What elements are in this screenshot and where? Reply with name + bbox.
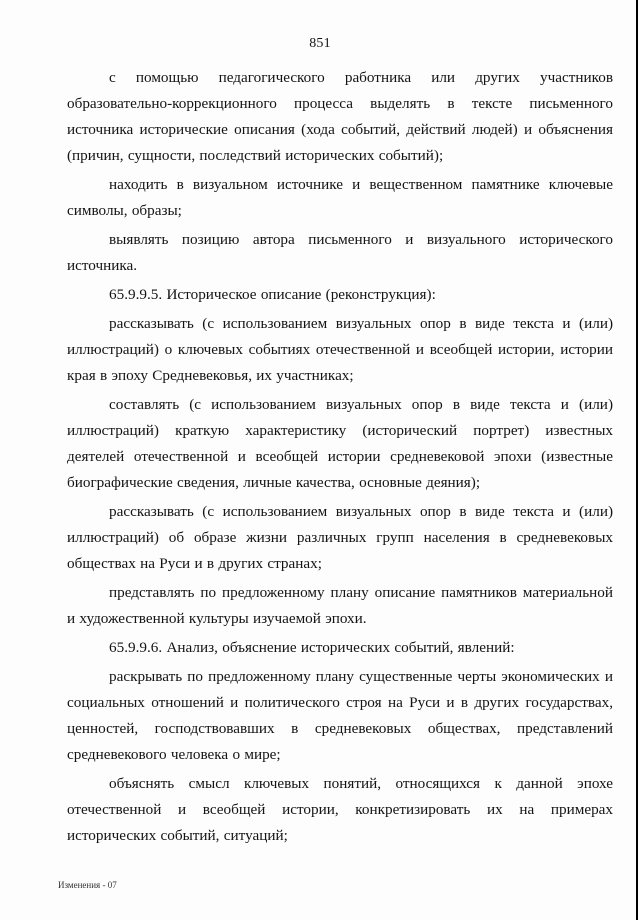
paragraph-7: рассказывать (с использованием визуальных опор в виде текста и (или) иллюстраций) об образе жизни различных групп населения в средневековых обществах на Руси и в других странах; — [67, 503, 613, 572]
page-number: 851 — [309, 36, 331, 51]
section-heading-65-9-9-5: 65.9.9.5. Историческое описание (реконструкция): — [109, 286, 436, 303]
section-heading-65-9-9-6: 65.9.9.6. Анализ, объяснение исторических событий, явлений: — [109, 639, 515, 656]
footer-revision-note: Изменения - 07 — [58, 880, 117, 890]
paragraph-11: объяснять смысл ключевых понятий, относящихся к данной эпохе отечественной и всеобщей истории, конкретизировать их на примерах исторических событий, ситуаций; — [67, 775, 613, 844]
paragraph-6: составлять (с использованием визуальных опор в виде текста и (или) иллюстраций) краткую характеристику (исторический портрет) известных деятелей отечественной и всеобщей истории средневековой эпохи (известные биографические сведения, личные качества, основные деяния); — [67, 396, 613, 491]
paragraph-2: находить в визуальном источнике и вещественном памятнике ключевые символы, образы; — [67, 176, 613, 219]
paragraph-1: с помощью педагогического работника или других участников образовательно-коррекционного процесса выделять в тексте письменного источника исторические описания (хода событий, действий людей) и объяснения (причин, сущности, последствий исторических событий); — [67, 69, 613, 164]
paragraph-5: рассказывать (с использованием визуальных опор в виде текста и (или) иллюстраций) о ключевых событиях отечественной и всеобщей истории, истории края в эпоху Средневековья, их участниках; — [67, 315, 613, 384]
scan-edge-line — [636, 0, 638, 920]
paragraph-10: раскрывать по предложенному плану существенные черты экономических и социальных отношений и политического строя на Руси и в других государствах, ценностей, господствовавших в средневековых обществах, представлений средневекового человека о мире; — [67, 668, 613, 763]
paragraph-3: выявлять позицию автора письменного и визуального исторического источника. — [67, 231, 613, 274]
paragraph-8: представлять по предложенному плану описание памятников материальной и художественной культуры изучаемой эпохи. — [67, 584, 613, 627]
document-body — [67, 65, 613, 849]
